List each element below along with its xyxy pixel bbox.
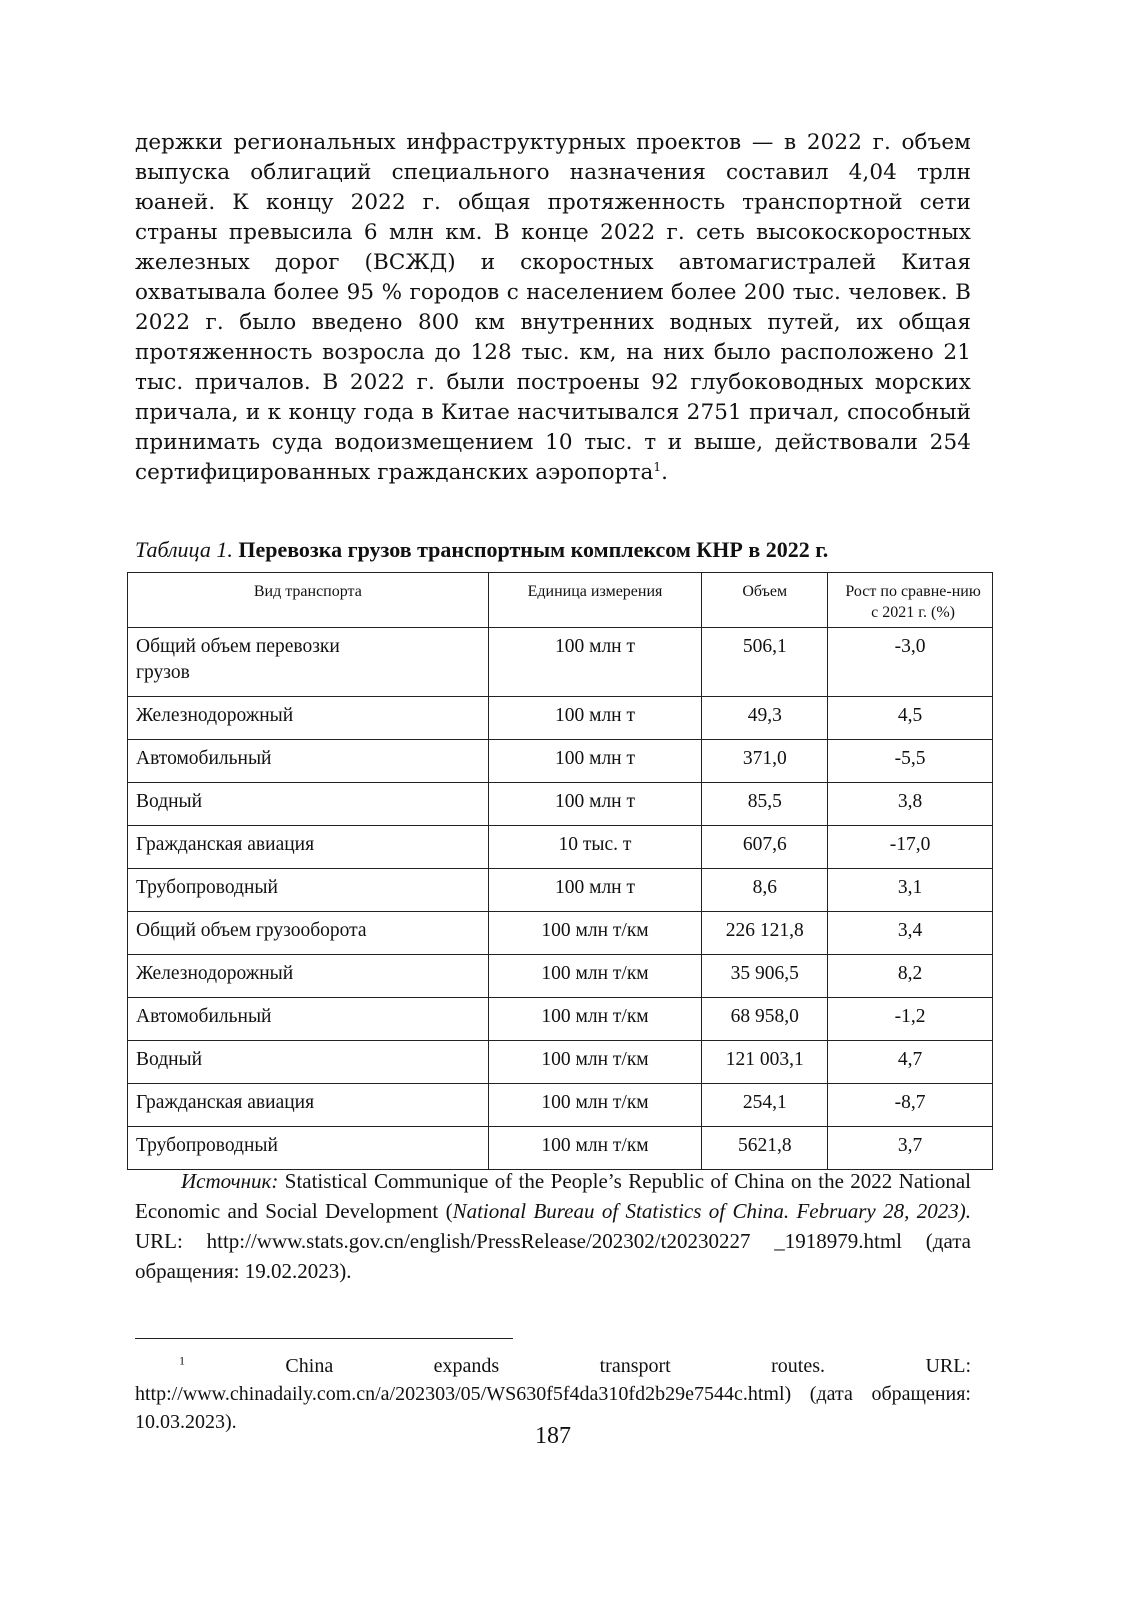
table-source-note bbox=[135, 1166, 971, 1286]
cell-volume: 121 003,1 bbox=[702, 1041, 828, 1084]
cell-unit: 100 млн т/км bbox=[488, 912, 702, 955]
cell-transport-type: Гражданская авиация bbox=[128, 1084, 489, 1127]
cell-unit: 100 млн т/км bbox=[488, 1041, 702, 1084]
cell-volume: 226 121,8 bbox=[702, 912, 828, 955]
cell-growth: 4,7 bbox=[828, 1041, 993, 1084]
cell-growth: -8,7 bbox=[828, 1084, 993, 1127]
cell-growth: 3,7 bbox=[828, 1127, 993, 1170]
body-end-punctuation: . bbox=[661, 460, 669, 485]
cell-transport-type: Гражданская авиация bbox=[128, 826, 489, 869]
cell-unit: 100 млн т/км bbox=[488, 1084, 702, 1127]
cell-unit: 100 млн т bbox=[488, 697, 702, 740]
cell-transport-type: Общий объем грузооборота bbox=[128, 912, 489, 955]
cell-unit: 100 млн т bbox=[488, 740, 702, 783]
table-row bbox=[128, 826, 993, 869]
cell-growth: 3,1 bbox=[828, 869, 993, 912]
cell-growth: -5,5 bbox=[828, 740, 993, 783]
cell-growth: -1,2 bbox=[828, 998, 993, 1041]
freight-table bbox=[127, 572, 993, 1170]
cell-unit: 100 млн т bbox=[488, 628, 702, 697]
cell-volume: 49,3 bbox=[702, 697, 828, 740]
cell-transport-type: Автомобильный bbox=[128, 998, 489, 1041]
cell-transport-type: Водный bbox=[128, 1041, 489, 1084]
table-caption bbox=[135, 536, 995, 564]
footnote-text[interactable]: China expands transport routes. URL: http://www.chinadaily.com.cn/a/202303/05/WS630f5f4da310fd2b29e7544c.html) (дата обращения: 10.03.2023). bbox=[135, 1355, 971, 1433]
header-unit: Единица измерения bbox=[488, 573, 702, 628]
table-row bbox=[128, 783, 993, 826]
cell-volume: 8,6 bbox=[702, 869, 828, 912]
cell-growth: -17,0 bbox=[828, 826, 993, 869]
cell-growth: 3,4 bbox=[828, 912, 993, 955]
cell-unit: 100 млн т/км bbox=[488, 998, 702, 1041]
cell-transport-type: Автомобильный bbox=[128, 740, 489, 783]
cell-transport-type: Железнодорожный bbox=[128, 955, 489, 998]
table-row bbox=[128, 998, 993, 1041]
cell-volume: 607,6 bbox=[702, 826, 828, 869]
source-text-part1: Statistical Communique of the People’s Republic of China on the 2022 National Economic and Social Development ( bbox=[135, 1169, 971, 1223]
cell-volume: 371,0 bbox=[702, 740, 828, 783]
table-row bbox=[128, 697, 993, 740]
table-row bbox=[128, 740, 993, 783]
source-url-text[interactable]: URL: http://www.stats.gov.cn/english/PressRelease/202302/t20230227 _1918979.html (дата обращения: 19.02.2023). bbox=[135, 1229, 971, 1283]
footnote-reference[interactable]: 1 bbox=[653, 459, 662, 474]
page-number: 187 bbox=[535, 1423, 571, 1449]
cell-unit: 100 млн т bbox=[488, 869, 702, 912]
cell-transport-type: Трубопроводный bbox=[128, 1127, 489, 1170]
source-publisher: National Bureau of Statistics of China. February 28, 2023). bbox=[452, 1199, 971, 1223]
body-paragraph-text: держки региональных инфраструктурных проектов — в 2022 г. объем выпуска облигаций специального назначения составил 4,04 трлн юаней. К концу 2022 г. общая протяженность транспортной сети страны превысила 6 млн км. В конце 2022 г. сеть высокоскоростных железных дорог (ВСЖД) и скоростных автомагистралей Китая охватывала более 95 % городов с населением более 200 тыс. человек. В 2022 г. было введено 800 км внутренних водных путей, их общая протяженность возросла до 128 тыс. км, на них было расположено 21 тыс. причалов. В 2022 г. были построены 92 глубоководных морских причала, и к концу года в Китае насчитывался 2751 причал, способный принимать суда водоизмещением 10 тыс. т и выше, действовали 254 сертифицированных гражданских аэропорта bbox=[135, 130, 971, 485]
header-growth: Рост по сравне-нию с 2021 г. (%) bbox=[828, 573, 993, 628]
table-caption-label: Таблица 1. bbox=[135, 537, 233, 562]
cell-volume: 68 958,0 bbox=[702, 998, 828, 1041]
header-volume: Объем bbox=[702, 573, 828, 628]
table-row bbox=[128, 1084, 993, 1127]
footnote-mark: 1 bbox=[179, 1353, 185, 1368]
cell-transport-type: Водный bbox=[128, 783, 489, 826]
header-transport-type: Вид транспорта bbox=[128, 573, 489, 628]
table-header-row bbox=[128, 573, 993, 628]
body-paragraph bbox=[135, 128, 971, 488]
cell-volume: 5621,8 bbox=[702, 1127, 828, 1170]
source-label: Источник: bbox=[181, 1169, 279, 1193]
table-row bbox=[128, 955, 993, 998]
cell-volume: 35 906,5 bbox=[702, 955, 828, 998]
table-row bbox=[128, 1041, 993, 1084]
cell-growth: 8,2 bbox=[828, 955, 993, 998]
table-caption-title: Перевозка грузов транспортным комплексом КНР в 2022 г. bbox=[238, 537, 829, 562]
footnote-separator bbox=[135, 1338, 513, 1339]
cell-growth: -3,0 bbox=[828, 628, 993, 697]
cell-volume: 254,1 bbox=[702, 1084, 828, 1127]
cell-transport-type: Общий объем перевозки грузов bbox=[128, 628, 489, 697]
cell-unit: 100 млн т bbox=[488, 783, 702, 826]
table-row bbox=[128, 912, 993, 955]
cell-transport-type: Железнодорожный bbox=[128, 697, 489, 740]
cell-transport-type: Трубопроводный bbox=[128, 869, 489, 912]
cell-growth: 4,5 bbox=[828, 697, 993, 740]
cell-volume: 506,1 bbox=[702, 628, 828, 697]
cell-unit: 100 млн т/км bbox=[488, 1127, 702, 1170]
cell-unit: 100 млн т/км bbox=[488, 955, 702, 998]
table-row bbox=[128, 869, 993, 912]
cell-unit: 10 тыс. т bbox=[488, 826, 702, 869]
cell-growth: 3,8 bbox=[828, 783, 993, 826]
cell-volume: 85,5 bbox=[702, 783, 828, 826]
table-row bbox=[128, 1127, 993, 1170]
table-row bbox=[128, 628, 993, 697]
